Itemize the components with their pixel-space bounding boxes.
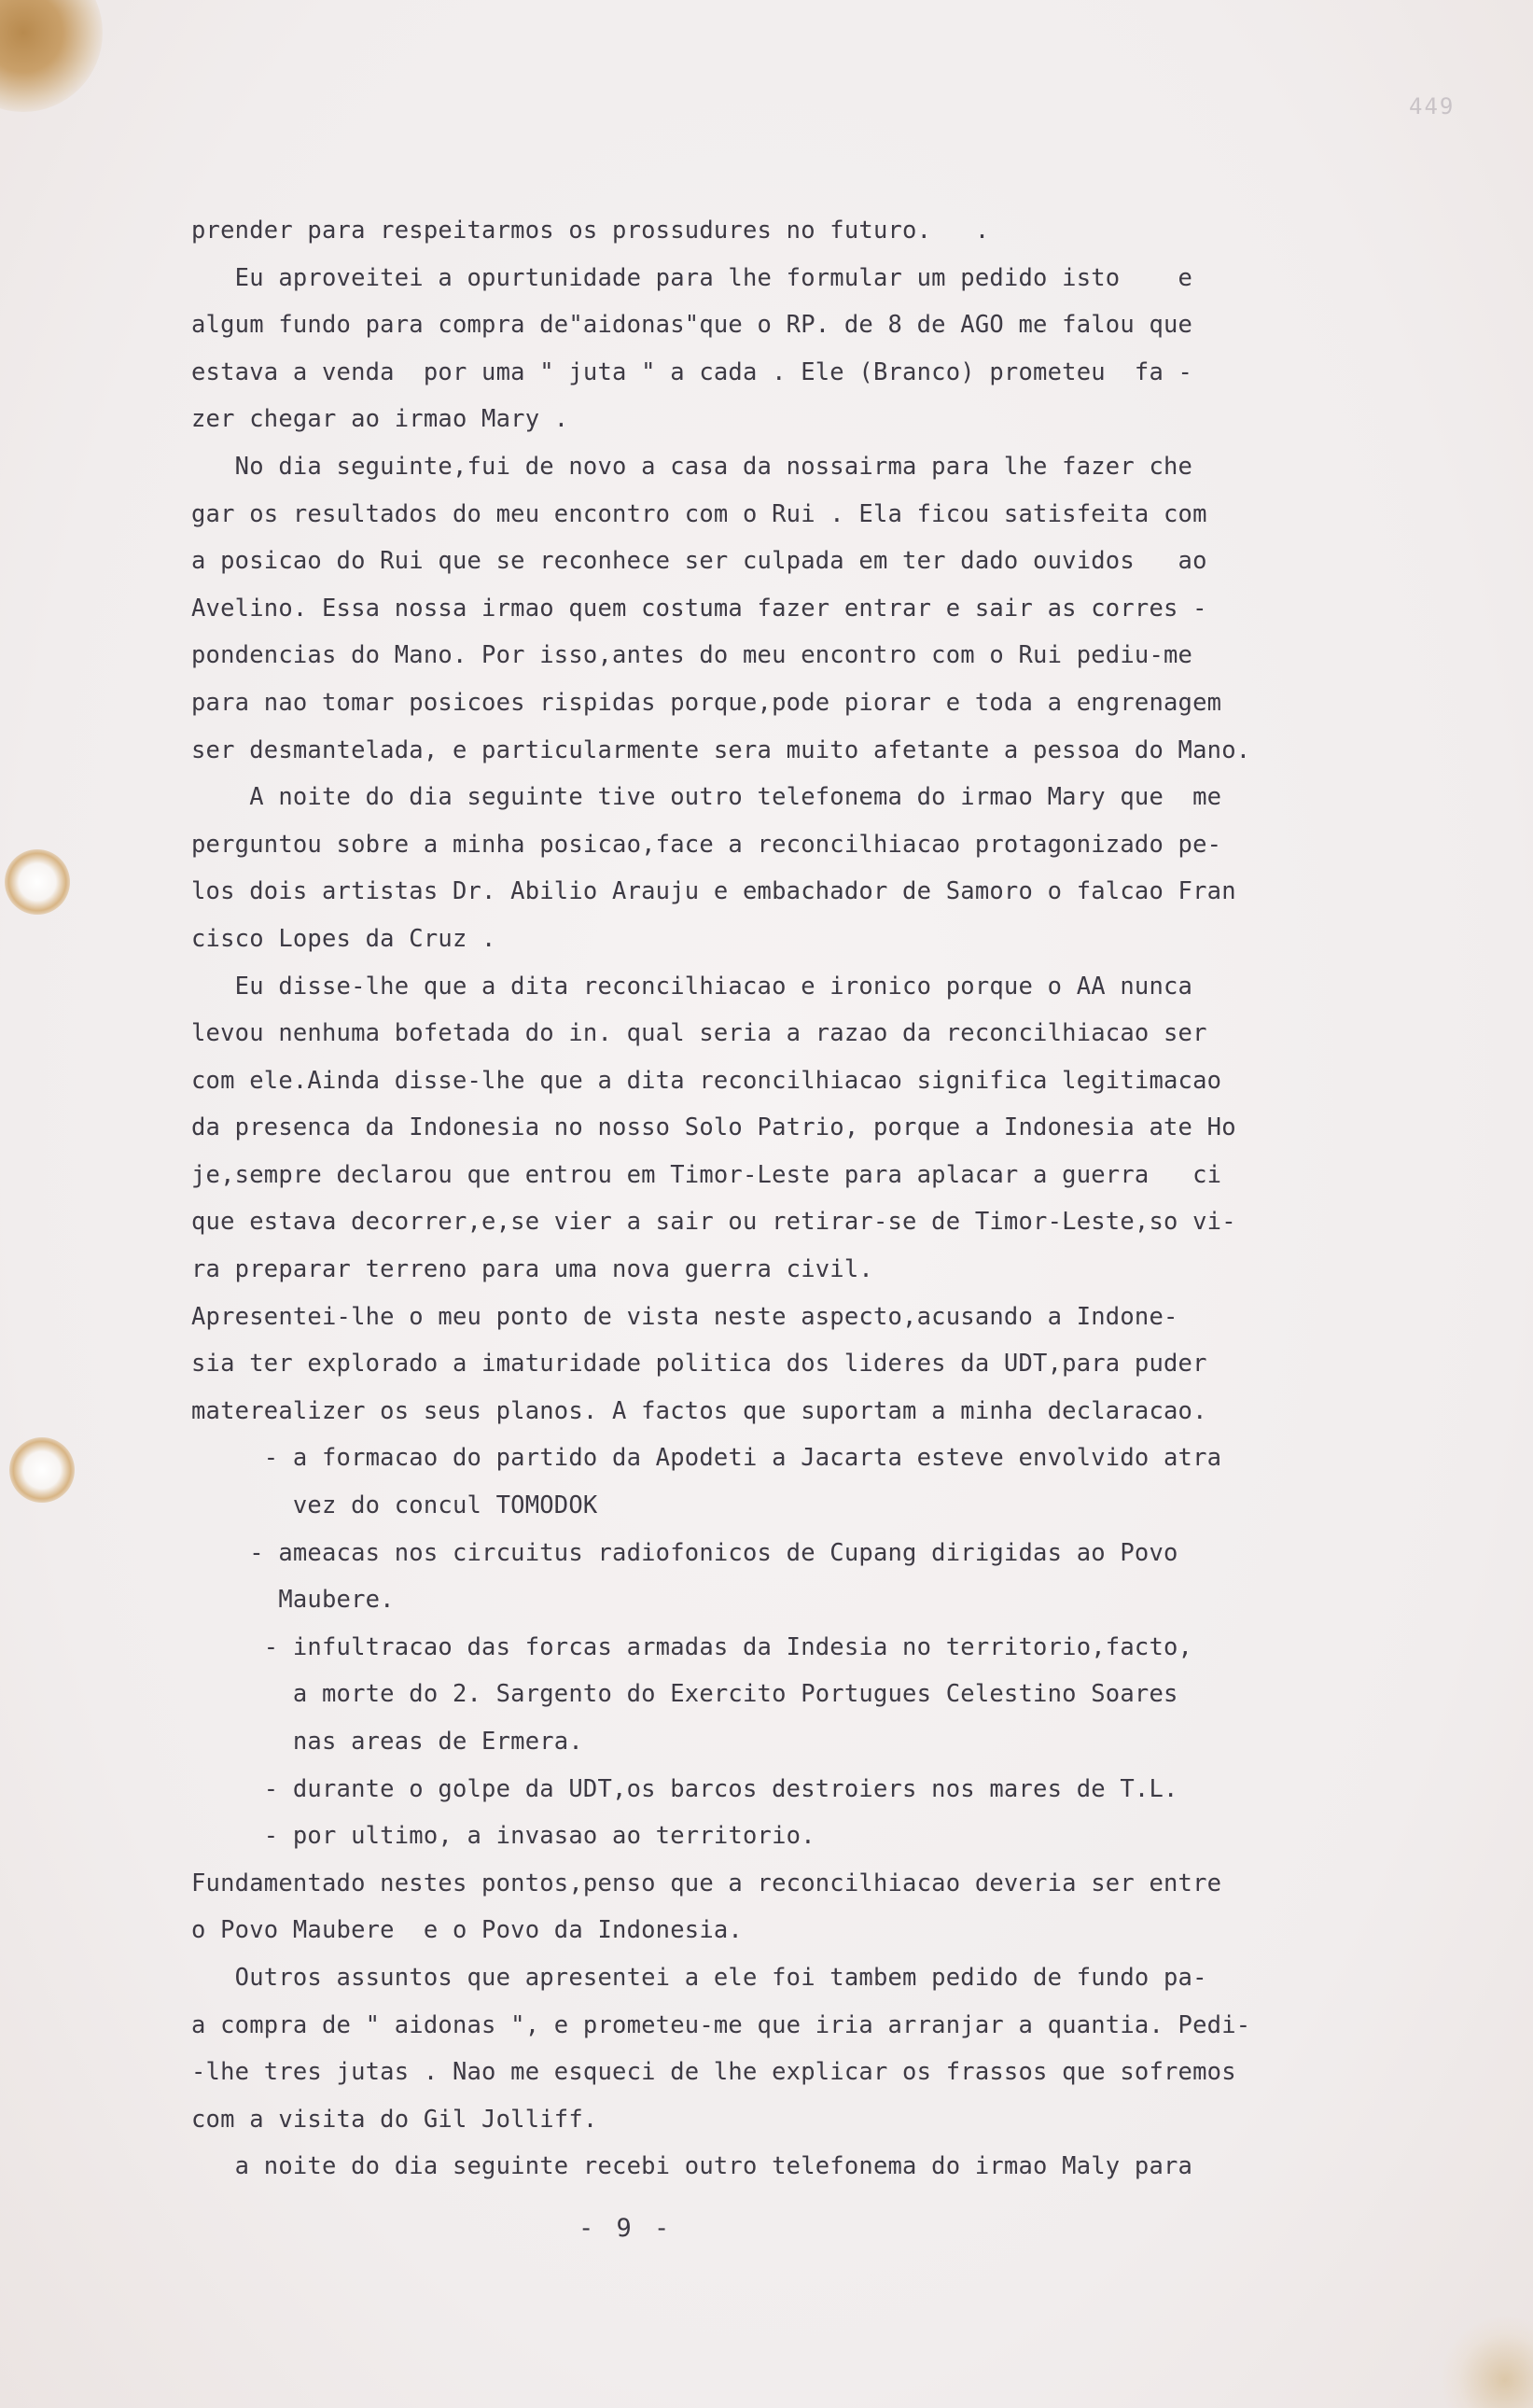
text-line: materealizer os seus planos. A factos que suportam a minha declaracao. <box>191 1396 1207 1425</box>
text-line: gar os resultados do meu encontro com o Rui . Ela ficou satisfeita com <box>191 499 1207 528</box>
text-line: com ele.Ainda disse-lhe que a dita reconcilhiacao significa legitimacao <box>191 1066 1222 1095</box>
text-line: a posicao do Rui que se reconhece ser culpada em ter dado ouvidos ao <box>191 547 1207 576</box>
text-line: los dois artistas Dr. Abilio Arauju e embachador de Samoro o falcao Fran <box>191 877 1236 906</box>
text-line: Avelino. Essa nossa irmao quem costuma fazer entrar e sair as corres - <box>191 594 1207 623</box>
text-line: levou nenhuma bofetada do in. qual seria a razao da reconcilhiacao ser <box>191 1019 1207 1048</box>
text-line: vez do concul TOMODOK <box>191 1491 598 1520</box>
text-line: o Povo Maubere e o Povo da Indonesia. <box>191 1916 743 1945</box>
text-line: pondencias do Mano. Por isso,antes do meu encontro com o Rui pediu-me <box>191 641 1193 670</box>
text-line: perguntou sobre a minha posicao,face a reconcilhiacao protagonizado pe- <box>191 830 1222 859</box>
text-line: Outros assuntos que apresentei a ele foi tambem pedido de fundo pa- <box>191 1963 1207 1992</box>
text-line: - ameacas nos circuitus radiofonicos de Cupang dirigidas ao Povo <box>191 1538 1178 1567</box>
text-line: a compra de " aidonas ", e prometeu-me que iria arranjar a quantia. Pedi- <box>191 2010 1251 2039</box>
text-line: Eu disse-lhe que a dita reconcilhiacao e ironico porque o AA nunca <box>191 972 1193 1001</box>
text-line: a morte do 2. Sargento do Exercito Portugues Celestino Soares <box>191 1680 1178 1709</box>
text-line: ser desmantelada, e particularmente sera muito afetante a pessoa do Mano. <box>191 735 1251 764</box>
paper-discoloration <box>1440 2315 1533 2408</box>
text-line: algum fundo para compra de"aidonas"que o RP. de 8 de AGO me falou que <box>191 311 1193 340</box>
text-line: prender para respeitarmos os prossudures no futuro. . <box>191 217 990 245</box>
rust-stain <box>0 0 103 112</box>
archive-page-mark: 449 <box>1409 93 1456 119</box>
text-line: - a formacao do partido da Apodeti a Jacarta esteve envolvido atra <box>191 1444 1222 1473</box>
text-line: com a visita do Gil Jolliff. <box>191 2105 598 2134</box>
text-line: para nao tomar posicoes rispidas porque,pode piorar e toda a engrenagem <box>191 688 1222 717</box>
text-line: Fundamentado nestes pontos,penso que a reconcilhiacao deveria ser entre <box>191 1869 1222 1897</box>
text-line: nas areas de Ermera. <box>191 1728 583 1756</box>
text-line: a noite do dia seguinte recebi outro telefonema do irmao Maly para <box>191 2152 1193 2181</box>
page-number: - 9 - <box>578 2214 674 2243</box>
text-line: -lhe tres jutas . Nao me esqueci de lhe explicar os frassos que sofremos <box>191 2058 1236 2087</box>
text-line: estava a venda por uma " juta " a cada . Ele (Branco) prometeu fa - <box>191 357 1193 386</box>
text-line: cisco Lopes da Cruz . <box>191 924 496 953</box>
text-line: que estava decorrer,e,se vier a sair ou retirar-se de Timor-Leste,so vi- <box>191 1208 1236 1237</box>
typewritten-body <box>191 207 1367 2191</box>
text-line: Apresentei-lhe o meu ponto de vista neste aspecto,acusando a Indone- <box>191 1302 1178 1331</box>
text-line: da presenca da Indonesia no nosso Solo Patrio, porque a Indonesia ate Ho <box>191 1113 1236 1142</box>
text-line: Eu aproveitei a opurtunidade para lhe formular um pedido isto e <box>191 263 1193 292</box>
text-line: ra preparar terreno para uma nova guerra civil. <box>191 1255 873 1284</box>
punch-hole <box>9 1437 75 1503</box>
text-line: A noite do dia seguinte tive outro telefonema do irmao Mary que me <box>191 783 1222 812</box>
text-line: - infultracao das forcas armadas da Indesia no territorio,facto, <box>191 1632 1193 1661</box>
punch-hole <box>5 849 70 915</box>
text-line: sia ter explorado a imaturidade politica dos lideres da UDT,para puder <box>191 1350 1207 1379</box>
text-line: zer chegar ao irmao Mary . <box>191 405 569 434</box>
text-line: je,sempre declarou que entrou em Timor-Leste para aplacar a guerra ci <box>191 1160 1222 1189</box>
text-line: No dia seguinte,fui de novo a casa da nossairma para lhe fazer che <box>191 452 1193 481</box>
text-line: - durante o golpe da UDT,os barcos destroiers nos mares de T.L. <box>191 1774 1178 1803</box>
text-line: - por ultimo, a invasao ao territorio. <box>191 1822 815 1851</box>
text-line: Maubere. <box>191 1586 395 1615</box>
